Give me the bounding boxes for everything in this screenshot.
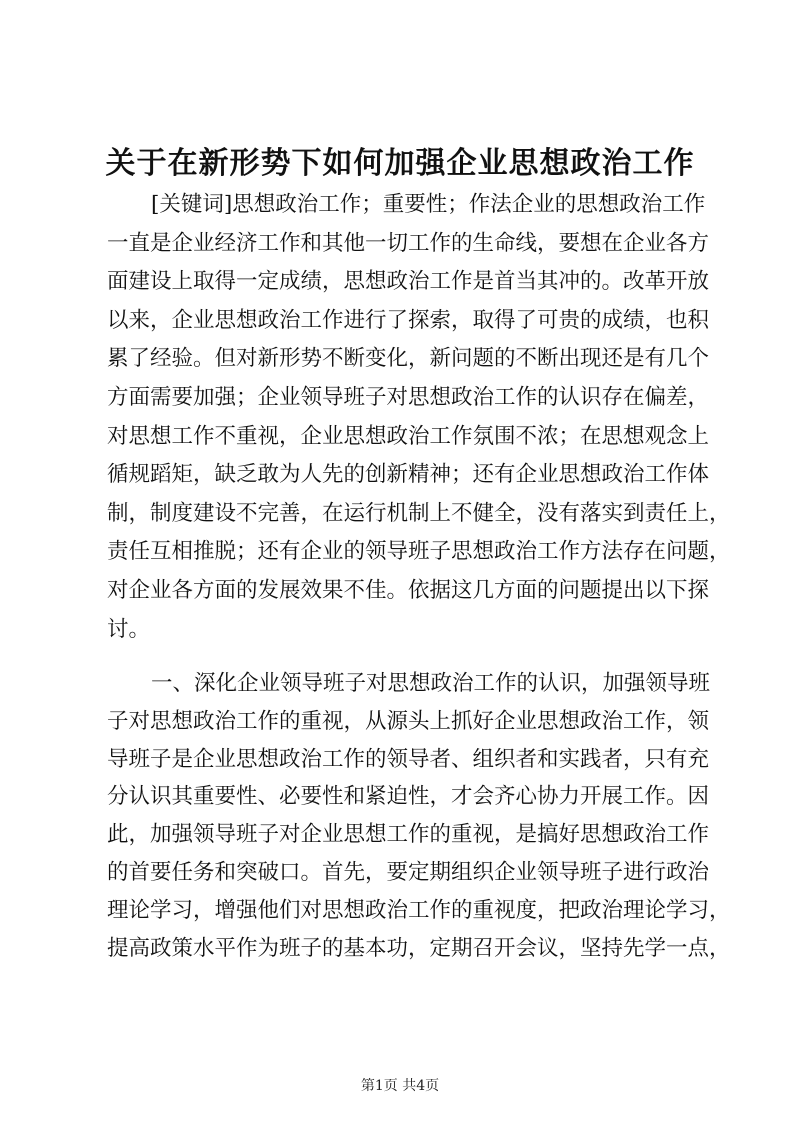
text-line: 责任互相推脱；还有企业的领导班子思想政治工作方法存在问题， <box>107 539 731 565</box>
paragraph-keywords <box>107 186 731 649</box>
text-line: 以来，企业思想政治工作进行了探索，取得了可贵的成绩，也积 <box>107 307 710 333</box>
text-line: 子对思想政治工作的重视，从源头上抓好企业思想政治工作，领 <box>107 708 710 734</box>
text-line: 提高政策水平作为班子的基本功，定期召开会议，坚持先学一点， <box>107 935 731 961</box>
document-title: 关于在新形势下如何加强企业思想政治工作 <box>105 146 695 181</box>
text-line: 累了经验。但对新形势不断变化，新问题的不断出现还是有几个 <box>107 346 710 372</box>
text-line: 对企业各方面的发展效果不佳。依据这几方面的问题提出以下探 <box>107 577 710 603</box>
text-line: 方面需要加强；企业领导班子对思想政治工作的认识存在偏差， <box>107 384 710 410</box>
text-line: 的首要任务和突破口。首先，要定期组织企业领导班子进行政治 <box>107 859 710 885</box>
text-line: 一直是企业经济工作和其他一切工作的生命线，要想在企业各方 <box>107 230 710 256</box>
text-line: 面建设上取得一定成绩，思想政治工作是首当其冲的。改革开放 <box>107 269 710 295</box>
text-line: 制，制度建设不完善，在运行机制上不健全，没有落实到责任上， <box>107 500 731 526</box>
text-line: 导班子是企业思想政治工作的领导者、组织者和实践者，只有充 <box>107 746 710 772</box>
text-line: 循规蹈矩，缺乏敢为人先的创新精神；还有企业思想政治工作体 <box>107 462 710 488</box>
text-line: [关键词]思想政治工作；重要性；作法企业的思想政治工作 <box>151 192 706 217</box>
text-line: 对思想工作不重视，企业思想政治工作氛围不浓；在思想观念上 <box>107 423 710 449</box>
text-line: 一、深化企业领导班子对思想政治工作的认识，加强领导班 <box>151 671 711 696</box>
text-line: 理论学习，增强他们对思想政治工作的重视度，把政治理论学习， <box>107 897 731 923</box>
text-line: 分认识其重要性、必要性和紧迫性，才会齐心协力开展工作。因 <box>107 784 710 810</box>
text-line: 此，加强领导班子对企业思想工作的重视，是搞好思想政治工作 <box>107 822 710 848</box>
page-footer: 第1页 共4页 <box>360 1078 440 1094</box>
paragraph-section-one <box>107 665 731 967</box>
text-line: 讨。 <box>107 616 151 642</box>
